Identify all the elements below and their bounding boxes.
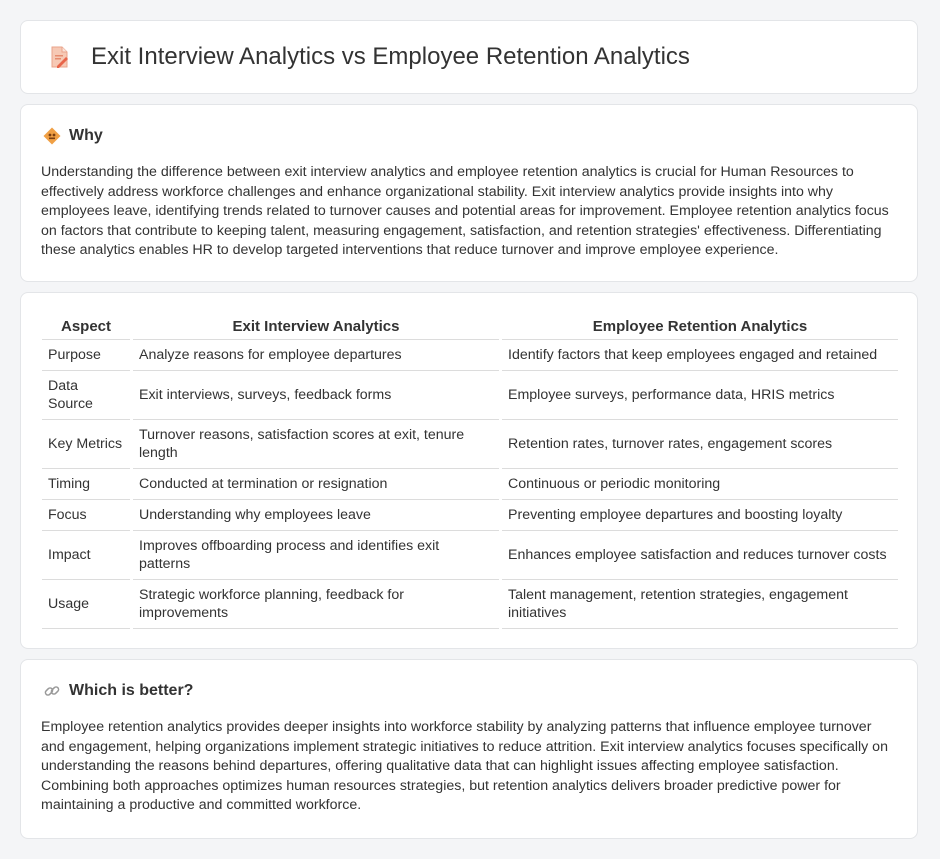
- comparison-card: [20, 292, 918, 649]
- cell-aspect: Impact: [42, 531, 132, 580]
- cell-aspect: Focus: [42, 500, 132, 531]
- which-is-better-section: [20, 659, 918, 839]
- cell-aspect: Data Source: [42, 371, 132, 420]
- document-pencil-icon: [47, 45, 71, 69]
- cell-exit: Improves offboarding process and identifies exit patterns: [132, 531, 501, 580]
- cell-exit: Analyze reasons for employee departures: [132, 340, 501, 371]
- cell-aspect: Purpose: [42, 340, 132, 371]
- cell-retention: Enhances employee satisfaction and reduces turnover costs: [501, 531, 899, 580]
- cell-aspect: Timing: [42, 469, 132, 500]
- cell-exit: Exit interviews, surveys, feedback forms: [132, 371, 501, 420]
- comparison-table: [42, 316, 898, 629]
- cell-retention: Identify factors that keep employees engaged and retained: [501, 340, 899, 371]
- cell-aspect: Key Metrics: [42, 420, 132, 469]
- table-row: [42, 469, 898, 500]
- table-row: [42, 500, 898, 531]
- table-row: [42, 340, 898, 371]
- diamond-sign-icon: [43, 127, 61, 145]
- cell-exit: Understanding why employees leave: [132, 500, 501, 531]
- cell-retention: Employee surveys, performance data, HRIS metrics: [501, 371, 899, 420]
- table-row: [42, 420, 898, 469]
- header-exit-interview: Exit Interview Analytics: [132, 316, 501, 340]
- cell-retention: Retention rates, turnover rates, engagement scores: [501, 420, 899, 469]
- table-row: [42, 531, 898, 580]
- table-row: [42, 371, 898, 420]
- table-header-row: [42, 316, 898, 340]
- cell-exit: Conducted at termination or resignation: [132, 469, 501, 500]
- page-title: Exit Interview Analytics vs Employee Retention Analytics: [91, 43, 690, 70]
- cell-exit: Turnover reasons, satisfaction scores at exit, tenure length: [132, 420, 501, 469]
- cell-retention: Preventing employee departures and boosting loyalty: [501, 500, 899, 531]
- why-text: Understanding the difference between exit interview analytics and employee retention analytics is crucial for Human Resources to effectively address workforce challenges and enhance organizational stability. Exit interview analytics provide insights into why employees leave, identifying trends related to turnover causes and potential areas for improvement. Employee retention analytics focus on factors that contribute to keeping talent, measuring engagement, satisfaction, and retention strategies' effectiveness. Differentiating these analytics enables HR to develop targeted interventions that reduce turnover and improve employee experience.: [41, 164, 889, 259]
- why-title: Why: [69, 127, 103, 144]
- cell-retention: Continuous or periodic monitoring: [501, 469, 899, 500]
- why-section: [20, 104, 918, 282]
- link-icon: [43, 682, 61, 700]
- cell-aspect: Usage: [42, 580, 132, 629]
- header-retention: Employee Retention Analytics: [501, 316, 899, 340]
- better-text: Employee retention analytics provides deeper insights into workforce stability by analyzing patterns that influence employee turnover and engagement, helping organizations implement strategic initiatives to reduce attrition. Exit interview analytics focuses specifically on understanding the reasons behind departures, offering qualitative data that can highlight issues affecting employee satisfaction. Combining both approaches optimizes human resources strategies, but retention analytics delivers broader predictive power for maintaining a productive and committed workforce.: [41, 719, 888, 814]
- cell-retention: Talent management, retention strategies, engagement initiatives: [501, 580, 899, 629]
- title-card: [20, 20, 918, 94]
- table-row: [42, 580, 898, 629]
- header-aspect: Aspect: [42, 316, 132, 340]
- cell-exit: Strategic workforce planning, feedback for improvements: [132, 580, 501, 629]
- better-title: Which is better?: [69, 682, 194, 699]
